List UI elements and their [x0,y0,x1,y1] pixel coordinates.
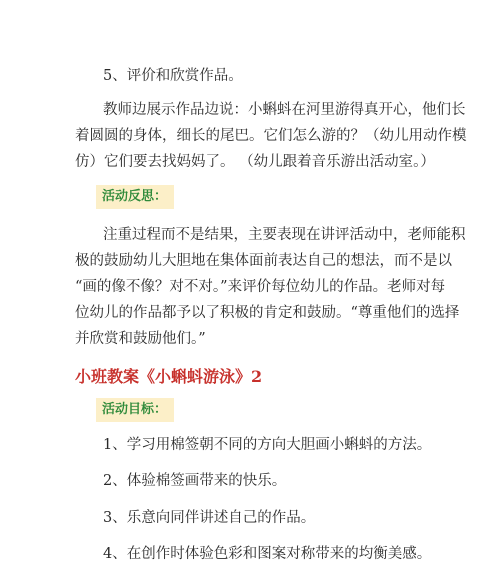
reflection-label: 活动反思： [102,189,168,204]
goal-item: 3、乐意向同伴讲述自己的作品。 [103,510,316,526]
lesson-title: 小班教案《小蝌蚪游泳》2 [75,367,263,386]
paragraph-line: 极的鼓励幼儿大胆地在集体面前表达自己的想法，而不是以 [75,253,452,269]
paragraph-line: 注重过程而不是结果，主要表现在讲评活动中，老师能积 [103,227,466,243]
goal-item: 4、在创作时体验色彩和图案对称带来的均衡美感。 [103,546,432,562]
paragraph-line: 并欣赏和鼓励他们。” [75,331,206,347]
goal-item: 2、体验棉签画带来的快乐。 [103,473,287,489]
paragraph-line: 教师边展示作品边说：小蝌蚪在河里游得真开心，他们长 [103,102,466,118]
step-5-text: 5、评价和欣赏作品。 [103,68,243,84]
goals-label: 活动目标： [102,402,168,417]
paragraph-line: 位幼儿的作品都予以了积极的肯定和鼓励。“尊重他们的选择 [75,305,460,321]
paragraph-line: 仿）它们要去找妈妈了。 （幼儿跟着音乐游出活动室。） [75,154,435,170]
goal-item: 1、学习用棉签朝不同的方向大胆画小蝌蚪的方法。 [103,437,432,453]
paragraph-line: 着圆圆的身体，细长的尾巴。它们怎么游的？（幼儿用动作模 [75,128,467,144]
paragraph-line: “画的像不像？对不对。”来评价每位幼儿的作品。老师对每 [75,279,446,295]
